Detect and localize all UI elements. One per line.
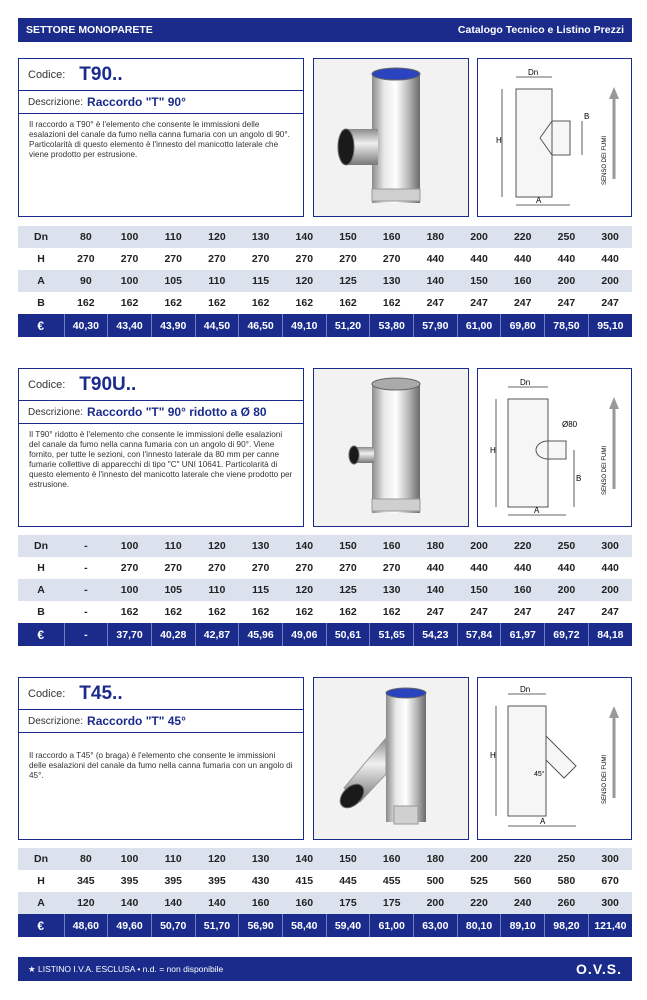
table-cell: 440 — [513, 253, 532, 265]
table-row — [18, 557, 632, 579]
row-label: H — [37, 253, 45, 265]
table-cell: 175 — [370, 892, 414, 914]
price-cell: 57,84 — [457, 623, 501, 646]
row-label: Dn — [18, 535, 64, 557]
product-text: Il T90° ridotto è l'elemento che consente le immissioni delle esalazioni del canale da fumo nella canna fumaria con un angolo di 90°. Viene fornito, per tutte le sezioni, con l'innesto laterale da 80 mm per canne fumarie collettive di apparecchi di tipo "C" UNI 10641. Particolarità di questo elemento è l'innesto del manicotto laterale che viene prodotto per estrusione. — [29, 430, 293, 489]
table-cell: 175 — [326, 892, 370, 914]
spec-table-t45 — [18, 848, 632, 937]
price-cell: 49,06 — [282, 623, 326, 646]
table-cell: 105 — [151, 579, 195, 601]
table-cell: 180 — [414, 226, 458, 248]
table-cell: 270 — [77, 253, 95, 265]
table-cell: 270 — [339, 562, 357, 574]
table-cell: 415 — [295, 875, 314, 887]
row-label: H — [37, 562, 45, 574]
row-label: A — [18, 892, 64, 914]
table-cell: - — [84, 562, 88, 574]
price-cell: 37,70 — [108, 623, 152, 646]
table-cell: 270 — [251, 562, 270, 574]
table-cell: 100 — [108, 270, 152, 292]
table-cell: 100 — [108, 848, 152, 870]
table-cell: 455 — [382, 875, 401, 887]
table-cell: 140 — [414, 270, 458, 292]
code-label: Codice: — [28, 68, 66, 81]
label-dn: Dn — [528, 68, 539, 77]
description-label: Descrizione: — [28, 715, 84, 727]
table-cell: 115 — [239, 270, 283, 292]
label-flue-direction: SENSO DEI FUMI — [602, 445, 608, 495]
label-b: B — [584, 112, 590, 121]
product-code: T90.. — [79, 63, 123, 85]
price-cell: 80,10 — [457, 914, 501, 937]
page-header — [18, 18, 632, 42]
table-cell: 200 — [588, 579, 632, 601]
table-cell: 247 — [470, 606, 488, 618]
table-cell: 247 — [601, 297, 619, 309]
table-cell: - — [64, 579, 108, 601]
technical-drawing-t90u — [477, 368, 632, 527]
table-cell: 247 — [557, 297, 576, 309]
price-cell: 53,80 — [370, 314, 414, 337]
product-photo-t90 — [313, 58, 469, 217]
table-cell: 247 — [426, 606, 445, 618]
table-cell: 150 — [326, 535, 370, 557]
price-cell: 57,90 — [414, 314, 458, 337]
table-cell: 100 — [108, 579, 152, 601]
table-cell: 440 — [426, 253, 445, 265]
row-label: Dn — [18, 848, 64, 870]
table-row — [18, 892, 632, 914]
table-cell: 150 — [457, 579, 501, 601]
table-cell: 270 — [382, 253, 401, 265]
table-cell: 150 — [326, 226, 370, 248]
price-cell: 56,90 — [239, 914, 283, 937]
brand-mark: O.V.S. — [576, 961, 622, 977]
table-cell: 270 — [164, 253, 182, 265]
table-cell: 130 — [370, 579, 414, 601]
price-cell: 78,50 — [545, 314, 589, 337]
table-cell: 80 — [64, 848, 108, 870]
table-cell: 150 — [457, 270, 501, 292]
spec-table-t90 — [18, 226, 632, 337]
table-cell: 162 — [339, 297, 357, 309]
price-cell: 43,90 — [151, 314, 195, 337]
price-cell: 58,40 — [282, 914, 326, 937]
price-cell: 49,60 — [108, 914, 152, 937]
description-label: Descrizione: — [28, 406, 84, 418]
table-cell: 140 — [282, 535, 326, 557]
row-label: H — [37, 875, 45, 887]
table-cell: 162 — [382, 606, 401, 618]
table-cell: 270 — [339, 253, 357, 265]
table-cell: 140 — [414, 579, 458, 601]
table-cell: 500 — [426, 875, 445, 887]
label-h: H — [490, 751, 496, 760]
product-photo-t90u — [313, 368, 469, 527]
technical-drawing-t90 — [477, 58, 632, 217]
label-a: A — [534, 506, 540, 515]
price-cell: 54,23 — [414, 623, 458, 646]
product-photo-t45 — [313, 677, 469, 840]
product-info-t90 — [18, 58, 304, 217]
table-cell: 162 — [208, 606, 226, 618]
price-cell: 45,96 — [239, 623, 283, 646]
label-angle: 45° — [534, 771, 545, 778]
table-cell: 125 — [326, 579, 370, 601]
label-dn: Dn — [520, 685, 531, 694]
table-cell: 200 — [457, 535, 501, 557]
table-cell: 300 — [588, 535, 632, 557]
table-cell: 247 — [426, 297, 445, 309]
table-cell: 140 — [108, 892, 152, 914]
product-info-t90u — [18, 368, 304, 527]
table-cell: 120 — [195, 226, 239, 248]
price-cell: 51,70 — [195, 914, 239, 937]
table-cell: 560 — [513, 875, 532, 887]
price-cell: 61,00 — [457, 314, 501, 337]
price-cell: 51,20 — [326, 314, 370, 337]
label-diameter-80: Ø80 — [562, 420, 578, 429]
price-cell: 43,40 — [108, 314, 152, 337]
price-cell: 51,65 — [370, 623, 414, 646]
table-cell: 160 — [501, 270, 545, 292]
table-cell: 440 — [557, 253, 576, 265]
product-description: Raccordo "T" 90° ridotto a Ø 80 — [87, 405, 267, 419]
table-row — [18, 226, 632, 248]
price-cell: 61,97 — [501, 623, 545, 646]
table-cell: 120 — [195, 535, 239, 557]
price-label: € — [18, 914, 64, 937]
table-cell: 220 — [501, 848, 545, 870]
table-cell: 440 — [557, 562, 576, 574]
table-row — [18, 848, 632, 870]
table-cell: 110 — [151, 535, 195, 557]
table-cell: 140 — [282, 226, 326, 248]
table-cell: 247 — [557, 606, 576, 618]
table-cell: 220 — [501, 226, 545, 248]
table-cell: - — [84, 606, 88, 618]
price-label: € — [18, 314, 64, 337]
table-cell: 162 — [251, 606, 270, 618]
product-info-t45 — [18, 677, 304, 840]
table-cell: 200 — [414, 892, 458, 914]
table-cell: 395 — [120, 875, 139, 887]
price-cell: 69,72 — [545, 623, 589, 646]
price-cell: 40,28 — [151, 623, 195, 646]
price-cell: 98,20 — [545, 914, 589, 937]
table-cell: 260 — [545, 892, 589, 914]
table-cell: 162 — [164, 606, 182, 618]
product-text: Il raccordo a T90° è l'elemento che consente le immissioni delle esalazioni del canale da fumo nella canna fumaria con un angolo di 90°. Particolarità di questo elemento è l'innesto del manicotto laterale che viene prodotto per estrusione. — [29, 120, 290, 159]
table-cell: 110 — [195, 579, 239, 601]
row-label: A — [18, 579, 64, 601]
price-cell: 69,80 — [501, 314, 545, 337]
table-cell: 247 — [513, 297, 532, 309]
price-row — [18, 623, 632, 646]
vat-note: ★ LISTINO I.V.A. ESCLUSA • n.d. = non disponibile — [28, 963, 224, 974]
table-cell: 162 — [382, 297, 401, 309]
table-cell: 125 — [326, 270, 370, 292]
table-cell: 200 — [457, 848, 501, 870]
table-cell: 440 — [513, 562, 532, 574]
table-cell: 140 — [282, 848, 326, 870]
product-text: Il raccordo a T45° (o braga) è l'elemento che consente le immissioni delle esalazioni del canale da fumo nella canna fumaria con un angolo di 45°. — [29, 751, 293, 780]
price-cell: 84,18 — [588, 623, 632, 646]
table-cell: 270 — [295, 562, 314, 574]
table-cell: 270 — [208, 253, 226, 265]
spec-table-t90u — [18, 535, 632, 646]
table-cell: 140 — [151, 892, 195, 914]
table-cell: 120 — [64, 892, 108, 914]
table-cell: 160 — [370, 535, 414, 557]
price-cell: 46,50 — [239, 314, 283, 337]
table-cell: 110 — [151, 848, 195, 870]
price-cell: 59,40 — [326, 914, 370, 937]
product-code: T45.. — [79, 682, 123, 704]
table-cell: 180 — [414, 848, 458, 870]
label-a: A — [540, 817, 546, 826]
price-cell: - — [64, 623, 108, 646]
table-cell: 162 — [251, 297, 270, 309]
price-cell: 63,00 — [414, 914, 458, 937]
table-cell: 345 — [77, 875, 95, 887]
code-label: Codice: — [28, 687, 66, 700]
price-cell: 121,40 — [588, 914, 632, 937]
table-row — [18, 248, 632, 270]
price-cell: 61,00 — [370, 914, 414, 937]
table-cell: 80 — [64, 226, 108, 248]
table-cell: 140 — [195, 892, 239, 914]
table-cell: 250 — [545, 848, 589, 870]
table-cell: 120 — [282, 579, 326, 601]
table-cell: 110 — [151, 226, 195, 248]
price-cell: 49,10 — [282, 314, 326, 337]
table-cell: 200 — [457, 226, 501, 248]
description-label: Descrizione: — [28, 96, 84, 108]
price-row — [18, 314, 632, 337]
table-cell: 220 — [501, 535, 545, 557]
table-cell: 430 — [251, 875, 270, 887]
table-cell: 100 — [108, 535, 152, 557]
price-label: € — [18, 623, 64, 646]
table-cell: 200 — [545, 579, 589, 601]
table-cell: 160 — [501, 579, 545, 601]
table-row — [18, 579, 632, 601]
label-h: H — [490, 446, 496, 455]
section-title: SETTORE MONOPARETE — [26, 24, 153, 36]
row-label: A — [18, 270, 64, 292]
table-cell: 580 — [557, 875, 576, 887]
table-cell: 247 — [513, 606, 532, 618]
table-cell: 130 — [239, 848, 283, 870]
table-row — [18, 535, 632, 557]
table-cell: 90 — [64, 270, 108, 292]
table-cell: 160 — [239, 892, 283, 914]
table-cell: 162 — [339, 606, 357, 618]
price-cell: 50,70 — [151, 914, 195, 937]
page-footer — [18, 957, 632, 981]
row-label: B — [37, 606, 45, 618]
table-cell: 300 — [588, 892, 632, 914]
table-cell: 440 — [426, 562, 445, 574]
catalog-title: Catalogo Tecnico e Listino Prezzi — [457, 24, 624, 36]
product-description: Raccordo "T" 45° — [87, 714, 186, 728]
price-cell: 44,50 — [195, 314, 239, 337]
row-label: Dn — [18, 226, 64, 248]
table-cell: 270 — [251, 253, 270, 265]
table-cell: 120 — [195, 848, 239, 870]
table-cell: 445 — [339, 875, 357, 887]
table-cell: 300 — [588, 848, 632, 870]
table-cell: 270 — [120, 253, 139, 265]
product-description: Raccordo "T" 90° — [87, 95, 186, 109]
table-row — [18, 870, 632, 892]
table-cell: 270 — [208, 562, 226, 574]
table-cell: 162 — [120, 297, 139, 309]
label-h: H — [496, 136, 502, 145]
table-cell: 270 — [120, 562, 139, 574]
label-flue-direction: SENSO DEI FUMI — [602, 135, 608, 185]
price-cell: 50,61 — [326, 623, 370, 646]
table-cell: 162 — [164, 297, 182, 309]
table-cell: 180 — [414, 535, 458, 557]
table-cell: 270 — [164, 562, 182, 574]
table-cell: 130 — [239, 226, 283, 248]
product-code: T90U.. — [79, 373, 137, 395]
table-cell: 220 — [457, 892, 501, 914]
price-cell: 48,60 — [64, 914, 108, 937]
table-cell: 162 — [295, 606, 314, 618]
table-row — [18, 270, 632, 292]
price-row — [18, 914, 632, 937]
table-cell: 150 — [326, 848, 370, 870]
table-cell: 440 — [601, 562, 619, 574]
code-label: Codice: — [28, 378, 66, 391]
table-cell: 440 — [470, 253, 488, 265]
row-label: B — [37, 297, 45, 309]
table-cell: 162 — [77, 297, 95, 309]
table-cell: 160 — [370, 848, 414, 870]
table-row — [18, 292, 632, 314]
table-cell: 105 — [151, 270, 195, 292]
price-cell: 95,10 — [588, 314, 632, 337]
table-cell: 162 — [295, 297, 314, 309]
table-cell: 160 — [370, 226, 414, 248]
table-cell: 200 — [545, 270, 589, 292]
table-cell: 270 — [295, 253, 314, 265]
table-cell: 120 — [282, 270, 326, 292]
price-cell: 42,87 — [195, 623, 239, 646]
table-cell: 200 — [588, 270, 632, 292]
label-b: B — [576, 474, 582, 483]
label-a: A — [536, 196, 542, 205]
table-cell: 250 — [545, 226, 589, 248]
table-cell: 395 — [164, 875, 182, 887]
table-cell: 395 — [208, 875, 226, 887]
table-cell: 440 — [601, 253, 619, 265]
technical-drawing-t45 — [477, 677, 632, 840]
table-cell: 250 — [545, 535, 589, 557]
table-cell: 300 — [588, 226, 632, 248]
table-cell: 100 — [108, 226, 152, 248]
price-cell: 89,10 — [501, 914, 545, 937]
table-cell: - — [64, 535, 108, 557]
table-cell: 247 — [601, 606, 619, 618]
table-cell: 440 — [470, 562, 488, 574]
table-cell: 525 — [470, 875, 488, 887]
label-flue-direction: SENSO DEI FUMI — [602, 754, 608, 804]
table-cell: 270 — [382, 562, 401, 574]
table-cell: 162 — [208, 297, 226, 309]
table-cell: 110 — [195, 270, 239, 292]
price-cell: 40,30 — [64, 314, 108, 337]
table-row — [18, 601, 632, 623]
table-cell: 160 — [282, 892, 326, 914]
table-cell: 162 — [120, 606, 139, 618]
label-dn: Dn — [520, 378, 531, 387]
table-cell: 130 — [239, 535, 283, 557]
table-cell: 130 — [370, 270, 414, 292]
table-cell: 240 — [501, 892, 545, 914]
table-cell: 670 — [601, 875, 619, 887]
table-cell: 115 — [239, 579, 283, 601]
table-cell: 247 — [470, 297, 488, 309]
